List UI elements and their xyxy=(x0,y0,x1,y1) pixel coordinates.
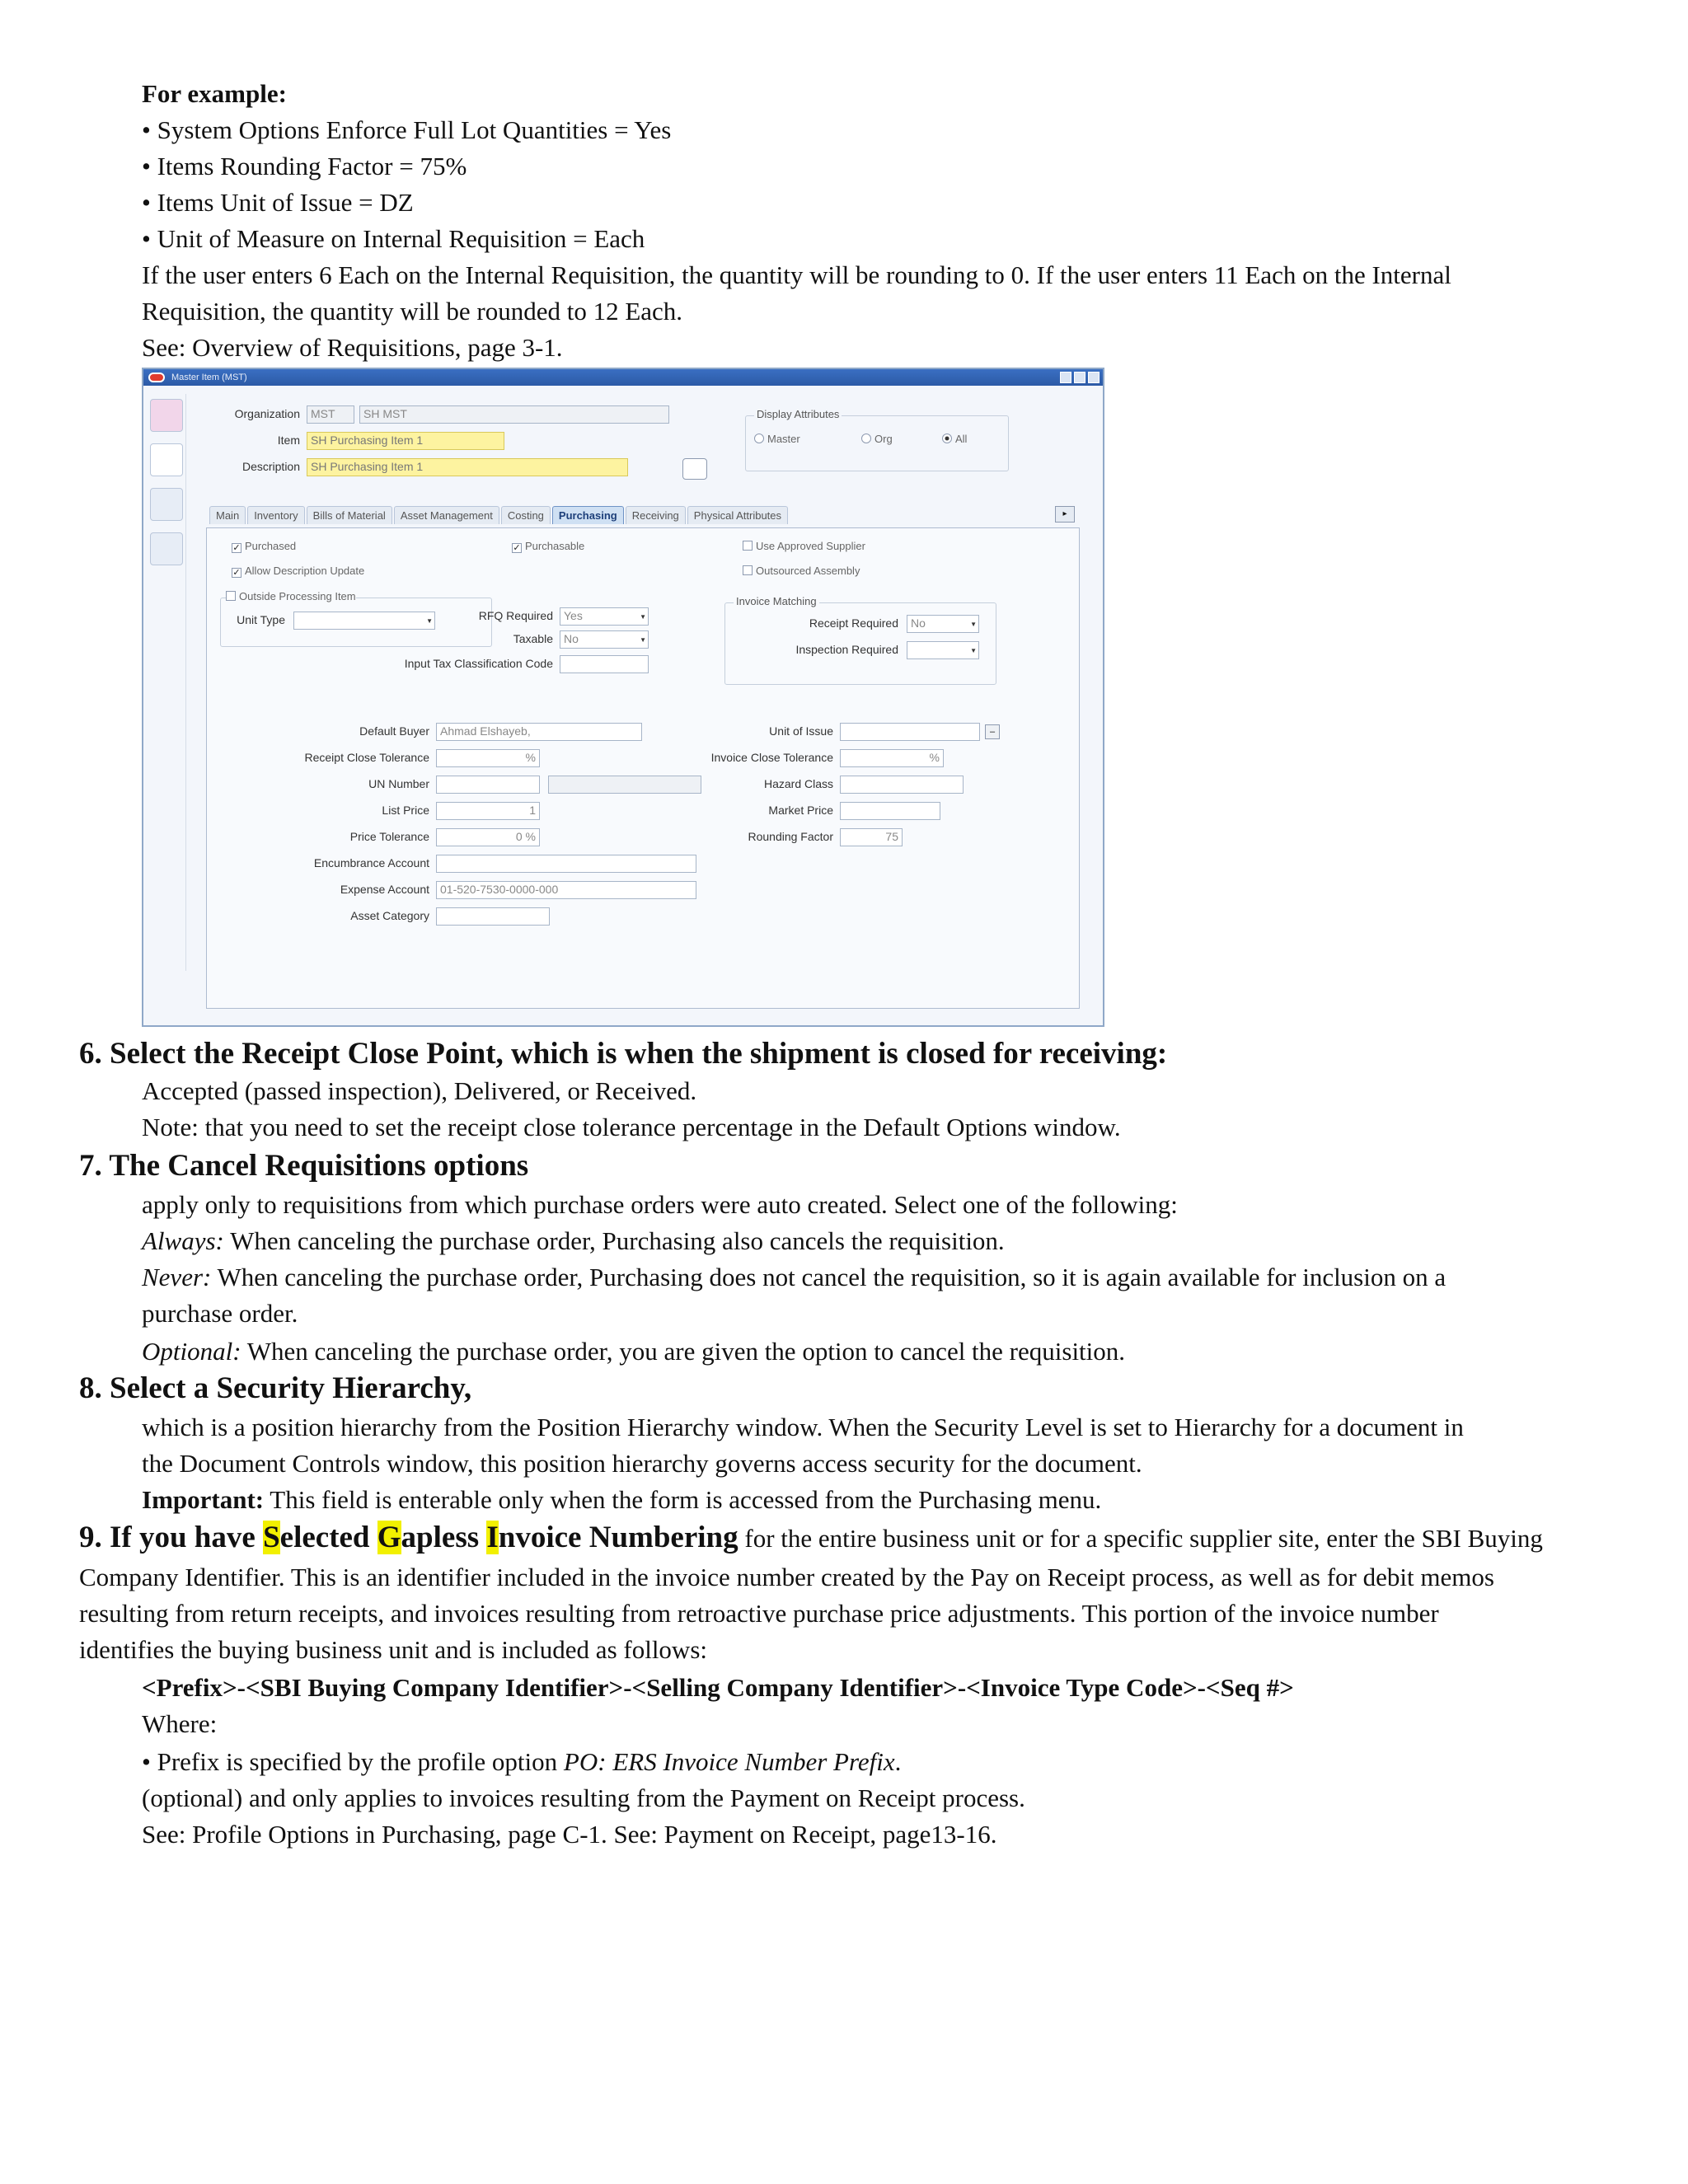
window-title: Master Item (MST) xyxy=(171,373,247,382)
receipt-close-tolerance-label: Receipt Close Tolerance xyxy=(304,751,429,764)
important-term: Important: xyxy=(142,1485,265,1514)
asset-category-field[interactable] xyxy=(436,907,550,926)
tab-main[interactable]: Main xyxy=(209,506,246,524)
section-9-heading-prefix: 9. If you have xyxy=(79,1521,264,1554)
tab-strip xyxy=(209,506,788,524)
unit-of-issue-label: Unit of Issue xyxy=(769,724,833,738)
checkbox-checked-icon: ✓ xyxy=(513,543,521,553)
window-buttons xyxy=(1060,372,1100,383)
section-9-first-line xyxy=(79,1520,1543,1557)
section-9-heading-part: apless xyxy=(401,1521,487,1554)
section-9-line: resulting from return receipts, and invoices resulting from retroactive purchase price adjustments. This portion of the invoice number xyxy=(79,1599,1439,1628)
rounding-factor-label: Rounding Factor xyxy=(748,830,833,843)
section-9-line: Company Identifier. This is an identifier included in the invoice number created by the Pay on Receipt process, as well as for debit memos xyxy=(79,1563,1494,1591)
never-term: Never: xyxy=(142,1263,212,1291)
outsourced-assembly-checkbox[interactable]: Outsourced Assembly xyxy=(743,565,860,577)
item-field[interactable]: SH Purchasing Item 1 xyxy=(307,432,504,450)
hazard-class-field[interactable] xyxy=(840,776,964,794)
prefix-bullet xyxy=(142,1744,901,1780)
description-label: Description xyxy=(241,460,300,473)
section-9-heading-part: elected xyxy=(279,1521,377,1554)
dropdown-arrow-icon: ▼ xyxy=(426,617,433,625)
bullet-item: • Unit of Measure on Internal Requisition = Each xyxy=(142,224,645,253)
bullet-item: • System Options Enforce Full Lot Quantities = Yes xyxy=(142,115,672,144)
radio-icon xyxy=(754,434,764,443)
section-8-line: which is a position hierarchy from the Position Hierarchy window. When the Security Level is set to Hierarchy for a document in xyxy=(142,1413,1464,1441)
where-label: Where: xyxy=(142,1709,218,1738)
radio-org[interactable]: Org xyxy=(861,433,893,445)
tab-physical-attributes[interactable]: Physical Attributes xyxy=(687,506,788,524)
allow-description-update-checkbox[interactable]: ✓ Allow Description Update xyxy=(232,565,365,578)
never-option-continued: purchase order. xyxy=(142,1299,298,1328)
checkbox-checked-icon: ✓ xyxy=(232,543,241,553)
checkbox-icon xyxy=(743,541,753,551)
highlight-s: S xyxy=(263,1521,280,1554)
rfq-required-label: RFQ Required xyxy=(478,609,553,622)
section-9-heading-part: nvoice Numbering xyxy=(498,1521,738,1554)
prefix-bullet-end: . xyxy=(894,1747,902,1776)
section-8-line: the Document Controls window, this position hierarchy governs access security for the document. xyxy=(142,1449,1142,1478)
minimize-icon xyxy=(1060,372,1071,383)
optional-text: When canceling the purchase order, you are given the option to cancel the requisition. xyxy=(241,1337,1126,1366)
receipt-required-label: Receipt Required xyxy=(809,616,898,630)
bullet-item: • Items Rounding Factor = 75% xyxy=(142,152,467,180)
rounding-factor-field[interactable]: 75 xyxy=(840,828,903,846)
invoice-matching-title: Invoice Matching xyxy=(734,595,819,607)
invoice-number-format: <Prefix>-<SBI Buying Company Identifier>-<Selling Company Identifier>-<Invoice Type Code>-<Seq #> xyxy=(142,1673,1294,1702)
profile-option-name: PO: ERS Invoice Number Prefix xyxy=(563,1747,895,1776)
optional-term: Optional: xyxy=(142,1337,241,1366)
paragraph-line: If the user enters 6 Each on the Internal Requisition, the quantity will be rounding to 0. If the user enters 11 Each on the Internal xyxy=(142,260,1451,289)
price-tolerance-label: Price Tolerance xyxy=(349,830,429,843)
dropdown-arrow-icon: ▼ xyxy=(640,636,646,644)
expense-account-field[interactable]: 01-520-7530-0000-000 xyxy=(436,881,696,899)
never-option xyxy=(142,1259,1446,1296)
example-heading: For example: xyxy=(142,79,287,108)
market-price-label: Market Price xyxy=(768,804,833,817)
highlight-i: I xyxy=(486,1521,499,1554)
window-titlebar xyxy=(143,369,1103,386)
purchasable-checkbox[interactable]: ✓ Purchasable xyxy=(513,540,585,553)
toolbar-divider xyxy=(148,394,186,971)
optional-line: (optional) and only applies to invoices resulting from the Payment on Receipt process. xyxy=(142,1783,1025,1812)
important-note xyxy=(142,1482,1101,1518)
checkbox-icon xyxy=(226,591,236,601)
tab-purchasing[interactable]: Purchasing xyxy=(552,506,624,524)
section-9-text: for the entire business unit or for a specific supplier site, enter the SBI Buying xyxy=(738,1524,1543,1553)
section-6-heading: 6. Select the Receipt Close Point, which is when the shipment is closed for receiving: xyxy=(79,1037,1168,1071)
master-item-screenshot xyxy=(142,368,1104,1027)
price-tolerance-field[interactable]: 0 % xyxy=(436,828,540,846)
section-7-line: apply only to requisitions from which purchase orders were auto created. Select one of the following: xyxy=(142,1190,1178,1219)
section-6-note: Note: that you need to set the receipt close tolerance percentage in the Default Options window. xyxy=(142,1113,1121,1141)
tab-scroll-icon[interactable]: ▸ xyxy=(1055,506,1075,523)
section-9-line: identifies the buying business unit and is included as follows: xyxy=(79,1635,707,1664)
radio-selected-icon xyxy=(942,434,952,443)
use-approved-supplier-checkbox[interactable]: Use Approved Supplier xyxy=(743,540,865,552)
always-option xyxy=(142,1223,1005,1259)
un-number-label: UN Number xyxy=(368,777,429,790)
list-price-field[interactable]: 1 xyxy=(436,802,540,820)
highlight-g: G xyxy=(377,1521,401,1554)
section-6-line: Accepted (passed inspection), Delivered, or Received. xyxy=(142,1076,697,1105)
display-attributes-title: Display Attributes xyxy=(754,408,842,420)
taxable-label: Taxable xyxy=(513,632,553,645)
item-label: Item xyxy=(277,434,300,447)
encumbrance-account-label: Encumbrance Account xyxy=(313,856,429,869)
close-icon xyxy=(1088,372,1100,383)
dropdown-arrow-icon: ▼ xyxy=(640,613,646,621)
organization-name-field: SH MST xyxy=(359,405,669,424)
un-number-field[interactable] xyxy=(436,776,540,794)
never-text: When canceling the purchase order, Purchasing does not cancel the requisition, so it is again available for inclusion on a xyxy=(211,1263,1447,1291)
prefix-bullet-text: • Prefix is specified by the profile option xyxy=(142,1747,564,1776)
rfq-required-select[interactable]: Yes ▼ xyxy=(560,607,649,626)
radio-master[interactable]: Master xyxy=(754,433,800,445)
list-of-values-icon[interactable]: – xyxy=(985,724,1000,739)
dropdown-arrow-icon: ▼ xyxy=(970,621,977,628)
expense-account-label: Expense Account xyxy=(340,883,429,896)
receipt-required-select[interactable]: No ▼ xyxy=(907,615,979,633)
outside-processing-item-checkbox[interactable]: Outside Processing Item xyxy=(226,590,356,602)
unit-of-issue-field[interactable] xyxy=(840,723,980,741)
always-term: Always: xyxy=(142,1226,224,1255)
unit-type-select[interactable] xyxy=(293,612,435,630)
see-reference: See: Overview of Requisitions, page 3-1. xyxy=(142,333,563,362)
edit-icon[interactable] xyxy=(682,458,707,480)
encumbrance-account-field[interactable] xyxy=(436,855,696,873)
tab-inventory[interactable]: Inventory xyxy=(247,506,304,524)
bullet-item: • Items Unit of Issue = DZ xyxy=(142,188,414,217)
dropdown-arrow-icon: ▼ xyxy=(970,647,977,654)
input-tax-classification-field[interactable] xyxy=(560,655,649,673)
radio-all[interactable]: All xyxy=(942,433,967,445)
checkbox-icon xyxy=(743,565,753,575)
default-buyer-field[interactable]: Ahmad Elshayeb, xyxy=(436,723,642,741)
display-attributes-group xyxy=(745,408,1009,471)
tab-receiving[interactable]: Receiving xyxy=(626,506,686,524)
always-text: When canceling the purchase order, Purchasing also cancels the requisition. xyxy=(223,1226,1005,1255)
input-tax-classification-label: Input Tax Classification Code xyxy=(404,657,553,670)
paragraph-line: Requisition, the quantity will be rounded to 12 Each. xyxy=(142,297,683,326)
asset-category-label: Asset Category xyxy=(350,909,429,922)
receipt-close-tolerance-field[interactable]: % xyxy=(436,749,540,767)
radio-icon xyxy=(861,434,871,443)
see-references: See: Profile Options in Purchasing, page C-1. See: Payment on Receipt, page13-16. xyxy=(142,1820,997,1849)
tab-bills-of-material[interactable]: Bills of Material xyxy=(307,506,392,524)
section-8-heading: 8. Select a Security Hierarchy, xyxy=(79,1371,472,1405)
organization-code-field: MST xyxy=(307,405,354,424)
tab-asset-management[interactable]: Asset Management xyxy=(394,506,499,524)
section-7-heading: 7. The Cancel Requisitions options xyxy=(79,1149,529,1183)
market-price-field[interactable] xyxy=(840,802,940,820)
default-buyer-label: Default Buyer xyxy=(359,724,429,738)
description-field[interactable]: SH Purchasing Item 1 xyxy=(307,458,628,476)
hazard-class-label: Hazard Class xyxy=(763,777,833,790)
unit-type-label: Unit Type xyxy=(237,613,285,626)
inspection-required-select[interactable] xyxy=(907,641,979,659)
maximize-icon xyxy=(1074,372,1085,383)
important-text: This field is enterable only when the form is accessed from the Purchasing menu. xyxy=(264,1485,1102,1514)
purchased-checkbox[interactable]: ✓ Purchased xyxy=(232,540,297,553)
tab-costing[interactable]: Costing xyxy=(501,506,551,524)
invoice-matching-group xyxy=(724,595,996,685)
list-price-label: List Price xyxy=(382,804,429,817)
optional-option xyxy=(142,1333,1125,1370)
organization-label: Organization xyxy=(234,407,300,420)
purchasing-tab-panel xyxy=(206,527,1080,1009)
invoice-close-tolerance-field[interactable]: % xyxy=(840,749,944,767)
oracle-logo-icon xyxy=(148,373,165,382)
checkbox-checked-icon: ✓ xyxy=(232,568,241,578)
invoice-close-tolerance-label: Invoice Close Tolerance xyxy=(710,751,833,764)
inspection-required-label: Inspection Required xyxy=(795,643,898,656)
taxable-select[interactable]: No ▼ xyxy=(560,630,649,649)
